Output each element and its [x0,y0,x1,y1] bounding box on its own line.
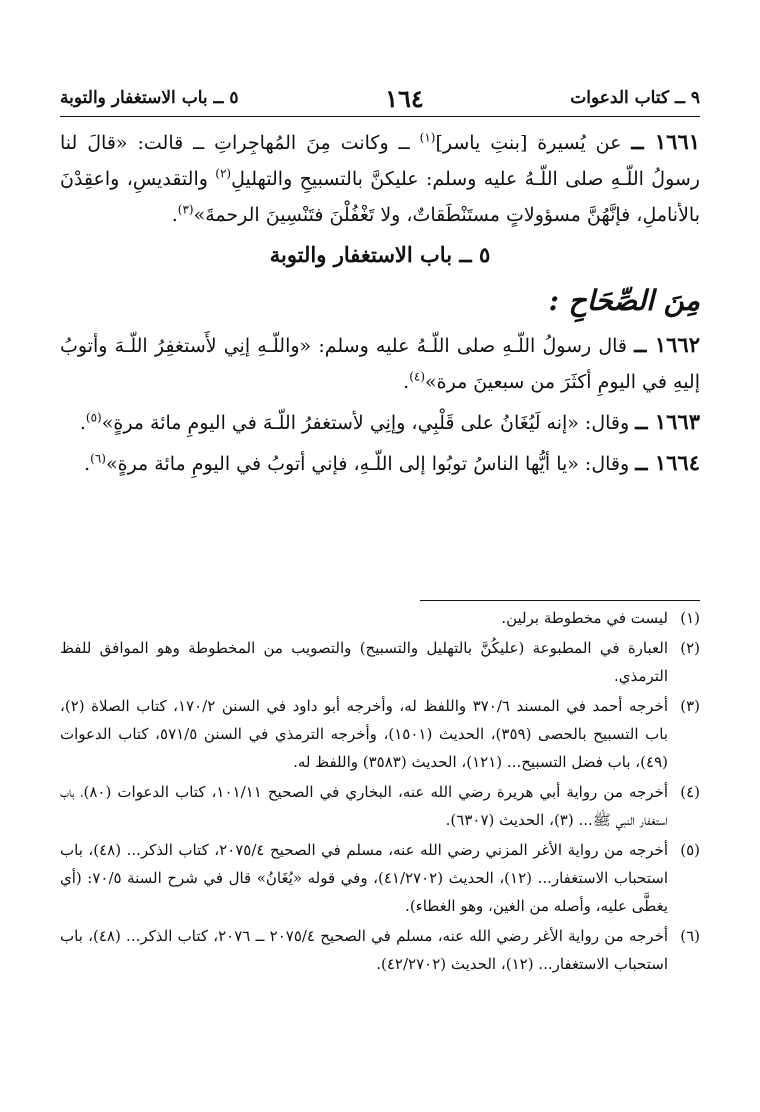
footnote-text: أخرجه من رواية أبي هريرة رضي الله عنه، البخاري في الصحيح ١٠١/١١، كتاب الدعوات (٨٠)، باب استغفار النبي ﷺ... (٣)، الحديث (٦٣٠٧). [60,783,668,829]
footnote-2 [60,634,700,690]
hadith-1663 [60,404,700,441]
footnote-text: العبارة في المطبوعة (عليكُنَّ بالتهليل والتسبيح) والتصويب من المخطوطة وهو الموافق للفظ الترمذي. [60,639,668,685]
hadith-text: ــ وكانت مِنَ المُهاجِراتِ ــ قالت: «قالَ لنا رسولُ اللّـهِ صلى اللّـهُ عليه وسلم: عليكنَّ بالتسبيحِ والتهليلِ [60,132,700,190]
footnote-5 [60,836,700,920]
hadith-number: ١٦٦٢ ــ [634,332,700,357]
section-heading: مِنَ الصِّحَاحِ : [548,284,700,317]
footnote-marker: (١) [419,130,436,145]
footnote-marker: (٦) [90,451,106,466]
footnote-text: أخرجه من رواية الأغر المزني رضي الله عنه، مسلم في الصحيح ٢٠٧٥/٤، كتاب الذكر... (٤٨)، باب استحباب الاستغفار... (١٢)، الحديث (٤١/٢٧٠٢)، وفي قوله «يُغَانُ» قال في شرح السنة ٧٠/٥: (أي يغطَّى عليه، وأصله من الغين، وهو الغطاء). [60,841,669,915]
header-divider [60,116,700,117]
footnote-marker: (٢) [215,166,232,181]
footnote-1 [60,604,700,632]
hadith-text: قال رسولُ اللّـهِ صلى اللّـهُ عليه وسلم: «واللّـهِ إنِي لأَستغفِرُ اللّـهَ وأتوبُ إليهِ في اليومِ أكثَرَ من سبعينَ مرة» [60,335,700,393]
footnote-6 [60,922,700,978]
footnote-divider [420,600,700,601]
main-text [60,124,700,486]
sentence-end: . [84,453,91,475]
footnote-number: (٥) [680,841,700,859]
header-chapter-title: ٥ ــ باب الاستغفار والتوبة [60,88,239,108]
footnote-number: (٤) [680,783,700,801]
footnote-text: ليست في مخطوطة برلين. [501,609,668,627]
footnote-marker: (٥) [85,410,102,425]
hadith-number: ١٦٦٣ ــ [635,409,700,434]
sentence-end: . [403,371,410,393]
footnote-text: أخرجه من رواية الأغر رضي الله عنه، مسلم في الصحيح ٢٠٧٥/٤ ــ ٢٠٧٦، كتاب الذكر... (٤٨)، باب استحباب الاستغفار... (١٢)، الحديث (٤٢/٢٧٠٢). [60,927,669,973]
sentence-end: . [171,204,178,226]
page-number: ١٦٤ [385,83,424,113]
footnote-number: (٢) [680,639,700,657]
hadith-text: وقال: «يا أيُّها الناسُ توبُوا إلى اللّـهِ، فإني أتوبُ في اليومِ مائة مرةٍ» [105,453,630,475]
hadith-text: والتقديسِ، واعقِدْنَ بالأناملِ، فإنَّهُنَّ مسؤولاتٍ مستَنْطَقاتٌ، ولا تَغْفُلْنَ فتَنْسِينَ الرحمةَ» [60,168,700,226]
footnote-number: (١) [680,609,700,627]
footnote-text: أخرجه أحمد في المسند ٣٧٠/٦ واللفظ له، وأخرجه أبو داود في السنن ١٧٠/٢، كتاب الصلاة (٢)، باب التسبيح بالحصى (٣٥٩)، الحديث (١٥٠١)، وأخرجه الترمذي في السنن ٥٧١/٥، كتاب الدعوات (٤٩)، باب فضل التسبيح... (١٢١)، الحديث (٣٥٨٣) واللفظ له. [60,697,669,771]
footnote-3 [60,692,700,776]
hadith-text: وقال: «إنه لَيُغَانُ على قَلْبِي، وإنِي لأستغفرُ اللّـهَ في اليومِ مائة مرةٍ» [101,412,630,434]
footnote-4 [60,778,700,834]
hadith-1664 [60,445,700,482]
running-header [60,80,700,116]
header-book-title: ٩ ــ كتاب الدعوات [570,88,700,108]
footnote-marker: (٣) [177,202,194,217]
footnote-number: (٣) [680,697,700,715]
footnote-number: (٦) [680,927,700,945]
footnote-marker: (٤) [409,369,426,384]
sentence-end: . [79,412,86,434]
hadith-1662 [60,327,700,400]
chapter-title: ٥ ــ باب الاستغفار والتوبة [269,242,491,267]
hadith-number: ١٦٦١ ــ [631,129,701,154]
footnotes [60,604,700,980]
hadith-1661 [60,124,700,233]
hadith-number: ١٦٦٤ ــ [635,450,700,475]
hadith-text: عن يُسيرة [بنتِ ياسر] [435,132,622,154]
